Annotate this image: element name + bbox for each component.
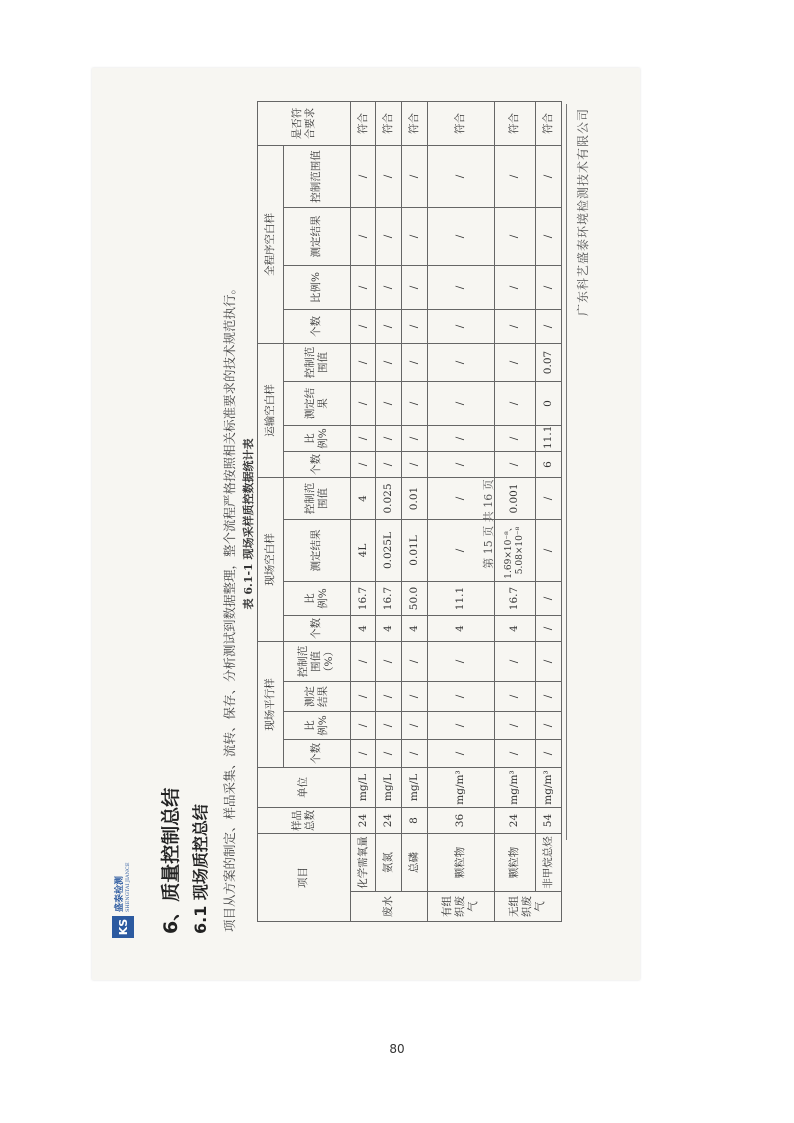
cell: / bbox=[427, 310, 494, 344]
cell: / bbox=[535, 208, 561, 266]
logo-name: 盛泰检测 bbox=[114, 875, 125, 912]
cell: / bbox=[376, 208, 402, 266]
th-item: 项目 bbox=[258, 834, 351, 922]
cell: / bbox=[535, 310, 561, 344]
th-range: 控制范围值 bbox=[283, 146, 350, 208]
cell-conform: 符合 bbox=[427, 102, 494, 146]
th-result: 测定结果 bbox=[283, 682, 350, 712]
cell: 11.1 bbox=[427, 582, 494, 616]
cell: / bbox=[535, 682, 561, 712]
th-count: 个数 bbox=[283, 740, 350, 768]
cell: / bbox=[350, 642, 376, 682]
cell-category: 废水 bbox=[350, 892, 427, 922]
cell: / bbox=[401, 310, 427, 344]
th-process-blank: 全程序空白样 bbox=[258, 146, 284, 344]
cell: / bbox=[427, 344, 494, 382]
cell: / bbox=[376, 382, 402, 426]
cell-unit: mg/m³ bbox=[494, 768, 535, 808]
th-result: 测定结果 bbox=[283, 520, 350, 582]
cell: 11.1 bbox=[535, 426, 561, 452]
table-row bbox=[376, 102, 402, 922]
cell: / bbox=[401, 426, 427, 452]
table-row bbox=[401, 102, 427, 922]
th-range: 控制范围值 bbox=[283, 478, 350, 520]
cell: / bbox=[376, 146, 402, 208]
cell: 6 bbox=[535, 452, 561, 478]
cell: 4 bbox=[401, 616, 427, 642]
cell-conform: 符合 bbox=[535, 102, 561, 146]
cell: 0.07 bbox=[535, 344, 561, 382]
cell-conform: 符合 bbox=[376, 102, 402, 146]
cell: 0.025 bbox=[376, 478, 402, 520]
cell: / bbox=[401, 642, 427, 682]
cell-item: 非甲烷总烃 bbox=[535, 834, 561, 892]
th-total: 样品总数 bbox=[258, 808, 351, 834]
company-name: 广东科艺盛泰环境检测技术有限公司 bbox=[576, 108, 590, 317]
cell-unit: mg/m³ bbox=[427, 768, 494, 808]
cell: / bbox=[350, 382, 376, 426]
table-row bbox=[350, 102, 376, 922]
th-conform: 是否符合要求 bbox=[258, 102, 351, 146]
cell: / bbox=[535, 478, 561, 520]
cell: 16.7 bbox=[494, 582, 535, 616]
page-number: 80 bbox=[389, 1042, 405, 1056]
cell-item: 颗粒物 bbox=[427, 834, 494, 892]
cell: 16.7 bbox=[376, 582, 402, 616]
cell-unit: mg/L bbox=[401, 768, 427, 808]
cell-category: 无组织废气 bbox=[494, 892, 561, 922]
company-logo bbox=[112, 863, 134, 938]
cell: / bbox=[427, 146, 494, 208]
cell-item: 化学需氧量 bbox=[350, 834, 376, 892]
cell: 0.025L bbox=[376, 520, 402, 582]
cell: / bbox=[350, 146, 376, 208]
th-ratio: 比例% bbox=[283, 266, 350, 310]
cell-item: 颗粒物 bbox=[494, 834, 535, 892]
logo-sub: SHENGTAI JIANCE bbox=[124, 862, 131, 912]
cell: / bbox=[401, 452, 427, 478]
cell: / bbox=[427, 426, 494, 452]
cell-conform: 符合 bbox=[494, 102, 535, 146]
cell: / bbox=[427, 452, 494, 478]
qc-table bbox=[257, 101, 562, 922]
cell: / bbox=[350, 266, 376, 310]
cell-item: 氨氮 bbox=[376, 834, 402, 892]
cell: / bbox=[350, 452, 376, 478]
cell: / bbox=[350, 740, 376, 768]
section-title: 6、质量控制总结 bbox=[160, 787, 182, 934]
cell: / bbox=[427, 712, 494, 740]
cell: / bbox=[535, 266, 561, 310]
cell: / bbox=[535, 520, 561, 582]
th-count: 个数 bbox=[283, 616, 350, 642]
cell: / bbox=[427, 642, 494, 682]
cell: / bbox=[401, 712, 427, 740]
cell: / bbox=[535, 740, 561, 768]
cell: / bbox=[494, 452, 535, 478]
cell: / bbox=[535, 146, 561, 208]
cell-conform: 符合 bbox=[401, 102, 427, 146]
cell: / bbox=[494, 682, 535, 712]
cell: / bbox=[427, 266, 494, 310]
cell: 0.01L bbox=[401, 520, 427, 582]
cell-category: 有组织废气 bbox=[427, 892, 494, 922]
th-range-pct: 控制范围值（%） bbox=[283, 642, 350, 682]
cell: / bbox=[535, 616, 561, 642]
cell-unit: mg/m³ bbox=[535, 768, 561, 808]
cell: / bbox=[494, 208, 535, 266]
th-result: 测定结果 bbox=[283, 208, 350, 266]
th-transport-blank: 运输空白样 bbox=[258, 344, 284, 478]
cell-conform: 符合 bbox=[350, 102, 376, 146]
header-row-1 bbox=[258, 102, 284, 922]
cell: / bbox=[494, 266, 535, 310]
cell: / bbox=[350, 426, 376, 452]
cell: / bbox=[401, 740, 427, 768]
cell-total: 24 bbox=[350, 808, 376, 834]
cell: / bbox=[535, 582, 561, 616]
cell: / bbox=[494, 642, 535, 682]
subsection-title: 6.1 现场质控总结 bbox=[191, 804, 210, 934]
th-ratio: 比例% bbox=[283, 712, 350, 740]
th-range: 控制范围值 bbox=[283, 344, 350, 382]
table-row bbox=[535, 102, 561, 922]
logo-mark: KS bbox=[112, 916, 134, 938]
table-caption: 表 6.1-1 现场采样质控数据统计表 bbox=[242, 438, 255, 610]
cell: / bbox=[376, 452, 402, 478]
cell: 4 bbox=[350, 616, 376, 642]
cell-total: 8 bbox=[401, 808, 427, 834]
cell: / bbox=[350, 208, 376, 266]
cell: / bbox=[427, 382, 494, 426]
rotated-report-page bbox=[92, 68, 640, 980]
th-unit: 单位 bbox=[258, 768, 351, 808]
cell: / bbox=[401, 208, 427, 266]
cell-unit: mg/L bbox=[376, 768, 402, 808]
th-ratio: 比例% bbox=[283, 426, 350, 452]
cell: / bbox=[401, 382, 427, 426]
cell: / bbox=[350, 310, 376, 344]
cell: / bbox=[376, 266, 402, 310]
cell: / bbox=[494, 310, 535, 344]
cell: 50.0 bbox=[401, 582, 427, 616]
th-field-blank: 现场空白样 bbox=[258, 478, 284, 642]
cell: / bbox=[350, 344, 376, 382]
th-ratio: 比例% bbox=[283, 582, 350, 616]
cell: / bbox=[376, 740, 402, 768]
cell: / bbox=[494, 146, 535, 208]
th-result: 测定结果 bbox=[283, 382, 350, 426]
cell: / bbox=[350, 682, 376, 712]
cell: / bbox=[494, 344, 535, 382]
page-info: 第 15 页 共 16 页 bbox=[482, 479, 495, 569]
paragraph: 项目从方案的制定、样品采集、流转、保存、分析测试到数据整理，整个流程严格按照相关标准要求的技术规范执行。 bbox=[222, 281, 237, 932]
cell: 0 bbox=[535, 382, 561, 426]
cell: 4L bbox=[350, 520, 376, 582]
cell: 16.7 bbox=[350, 582, 376, 616]
cell: 4 bbox=[376, 616, 402, 642]
cell: 4 bbox=[427, 616, 494, 642]
cell: / bbox=[427, 740, 494, 768]
header-rule bbox=[566, 104, 567, 840]
cell-total: 54 bbox=[535, 808, 561, 834]
cell: / bbox=[401, 682, 427, 712]
cell: 0.001 bbox=[494, 478, 535, 520]
cell: / bbox=[427, 208, 494, 266]
th-parallel: 现场平行样 bbox=[258, 642, 284, 768]
table-row bbox=[494, 102, 535, 922]
cell: 4 bbox=[350, 478, 376, 520]
cell: / bbox=[494, 382, 535, 426]
cell-item: 总磷 bbox=[401, 834, 427, 892]
cell: / bbox=[376, 426, 402, 452]
cell: / bbox=[494, 740, 535, 768]
cell-total: 36 bbox=[427, 808, 494, 834]
cell: / bbox=[535, 712, 561, 740]
th-count: 个数 bbox=[283, 452, 350, 478]
cell: / bbox=[401, 266, 427, 310]
cell: 0.01 bbox=[401, 478, 427, 520]
cell: / bbox=[427, 478, 494, 520]
cell: / bbox=[376, 642, 402, 682]
cell: / bbox=[350, 712, 376, 740]
cell: / bbox=[376, 682, 402, 712]
cell: / bbox=[535, 642, 561, 682]
cell: / bbox=[427, 520, 494, 582]
cell-total: 24 bbox=[376, 808, 402, 834]
cell: / bbox=[376, 310, 402, 344]
cell: / bbox=[494, 712, 535, 740]
cell: / bbox=[376, 712, 402, 740]
cell: 1.69×10⁻⁸、5.08×10⁻⁸ bbox=[494, 520, 535, 582]
cell: 4 bbox=[494, 616, 535, 642]
cell: / bbox=[401, 146, 427, 208]
cell: / bbox=[427, 682, 494, 712]
th-count: 个数 bbox=[283, 310, 350, 344]
cell: / bbox=[401, 344, 427, 382]
cell: / bbox=[376, 344, 402, 382]
cell-total: 24 bbox=[494, 808, 535, 834]
cell: / bbox=[494, 426, 535, 452]
cell-unit: mg/L bbox=[350, 768, 376, 808]
